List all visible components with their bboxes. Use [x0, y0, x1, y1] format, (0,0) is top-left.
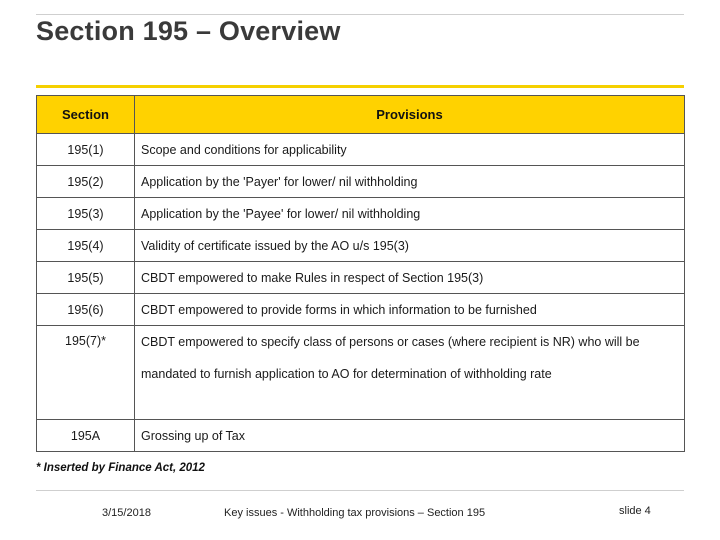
- section-cell: 195(3): [37, 198, 135, 230]
- slide-number: slide 4: [619, 505, 651, 517]
- provision-cell: Validity of certificate issued by the AO u/s 195(3): [135, 230, 685, 262]
- section-cell: 195(4): [37, 230, 135, 262]
- table-row: [37, 294, 685, 326]
- table-row: [37, 134, 685, 166]
- provision-cell: Application by the 'Payer' for lower/ nil withholding: [135, 166, 685, 198]
- provision-cell: Scope and conditions for applicability: [135, 134, 685, 166]
- footer-title: Key issues - Withholding tax provisions – Section 195: [224, 507, 486, 519]
- table-row: [37, 230, 685, 262]
- section-cell: 195(5): [37, 262, 135, 294]
- provision-cell: CBDT empowered to make Rules in respect of Section 195(3): [135, 262, 685, 294]
- footer-date: 3/15/2018: [102, 507, 151, 519]
- header-section: Section: [37, 96, 135, 134]
- table-header-row: [37, 96, 685, 134]
- table-row: [37, 198, 685, 230]
- section-cell: 195(2): [37, 166, 135, 198]
- table-row: [37, 166, 685, 198]
- section-cell: 195(6): [37, 294, 135, 326]
- provision-cell: Grossing up of Tax: [135, 420, 685, 452]
- top-divider: [36, 14, 684, 15]
- provision-cell: CBDT empowered to provide forms in which information to be furnished: [135, 294, 685, 326]
- header-provisions: Provisions: [135, 96, 685, 134]
- title-accent-rule: [36, 85, 684, 88]
- footer-divider: [36, 490, 684, 491]
- provision-cell: Application by the 'Payee' for lower/ nil withholding: [135, 198, 685, 230]
- provisions-table: [36, 95, 685, 452]
- slide-title: Section 195 – Overview: [36, 16, 341, 46]
- provision-cell: CBDT empowered to specify class of persons or cases (where recipient is NR) who will be mandated to furnish application to AO for determination of withholding rate: [135, 326, 685, 420]
- section-cell: 195(1): [37, 134, 135, 166]
- section-cell: 195(7)*: [37, 326, 135, 420]
- section-cell: 195A: [37, 420, 135, 452]
- footnote: * Inserted by Finance Act, 2012: [36, 462, 205, 474]
- table-row: [37, 262, 685, 294]
- table-row: [37, 420, 685, 452]
- table-row: [37, 326, 685, 420]
